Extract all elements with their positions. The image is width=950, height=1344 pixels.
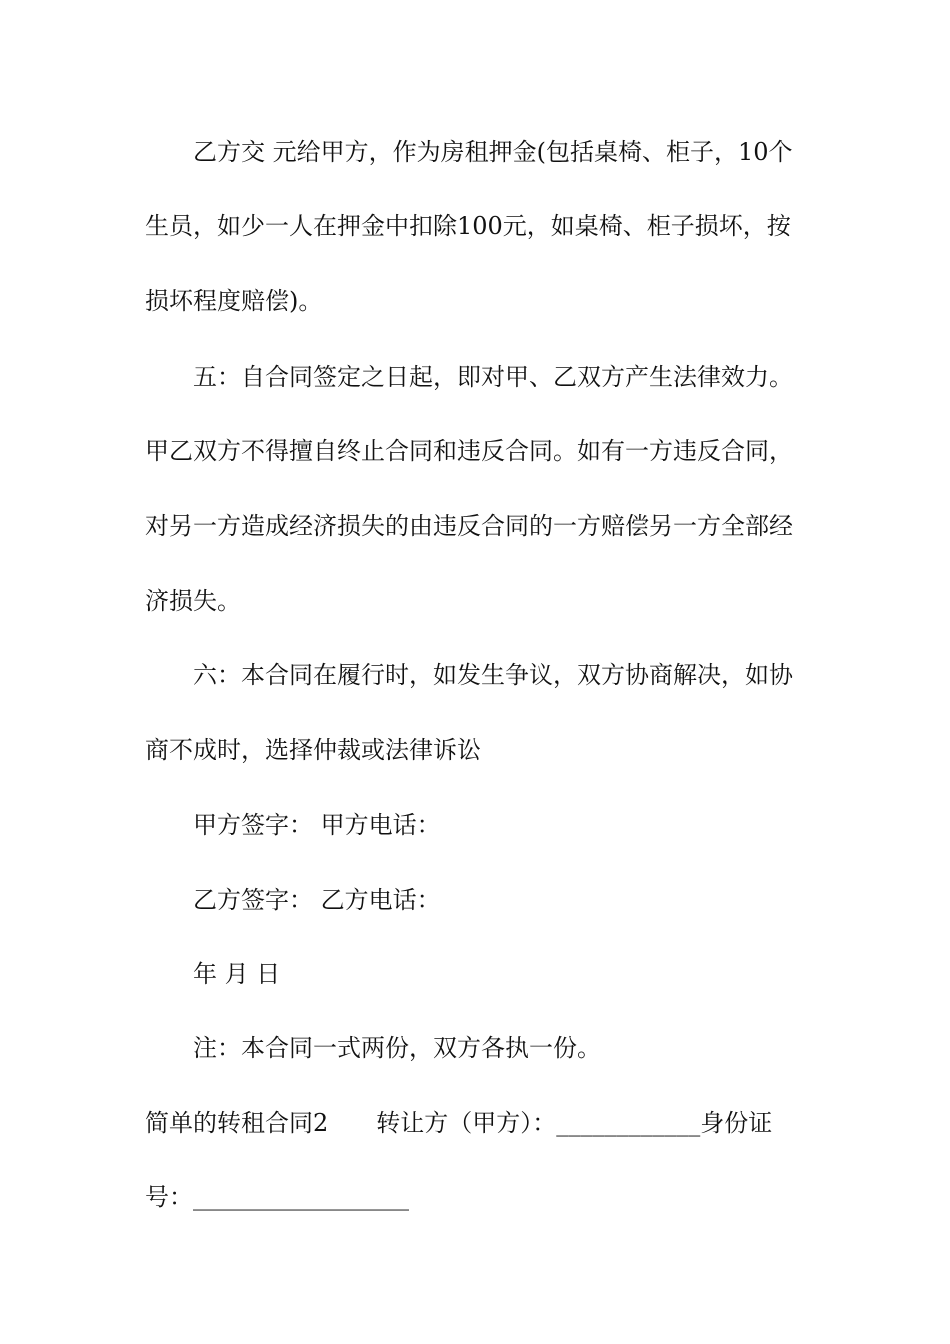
clause-five-line-3: 对另一方造成经济损失的由违反合同的一方赔偿另一方全部经 xyxy=(145,512,793,540)
clause-six-line-2: 商不成时，选择仲裁或法律诉讼 xyxy=(145,736,481,764)
clause-five-line-1: 五：自合同签定之日起，即对甲、乙双方产生法律效力。 xyxy=(193,363,793,391)
paragraph-deposit-line-3: 损坏程度赔偿)。 xyxy=(145,287,323,315)
note-line: 注：本合同一式两份，双方各执一份。 xyxy=(193,1034,601,1062)
clause-five-line-2: 甲乙双方不得擅自终止合同和违反合同。如有一方违反合同， xyxy=(145,437,793,465)
contract-title: 简单的转租合同2 xyxy=(145,1109,329,1137)
id-number-label: 号： xyxy=(145,1183,193,1211)
paragraph-deposit-line-1: 乙方交 元给甲方，作为房租押金(包括桌椅、柜子，10个 xyxy=(193,138,793,166)
transferor-label: 转让方（甲方）： xyxy=(376,1109,557,1137)
id-number-blank: __________________ xyxy=(193,1183,409,1211)
id-card-label: 身份证 xyxy=(700,1109,773,1137)
clause-six-line-1: 六：本合同在履行时，如发生争议，双方协商解决，如协 xyxy=(193,661,793,689)
transfer-contract-line xyxy=(145,1107,825,1139)
clause-five-line-4: 济损失。 xyxy=(145,587,241,615)
party-a-signature-line: 甲方签字： 甲方电话： xyxy=(193,811,441,839)
party-b-signature-line: 乙方签字： 乙方电话： xyxy=(193,886,441,914)
id-number-line xyxy=(145,1181,825,1213)
transferor-blank: ____________ xyxy=(556,1109,701,1137)
paragraph-deposit-line-2: 生员，如少一人在押金中扣除100元，如桌椅、柜子损坏，按 xyxy=(145,212,791,240)
date-line: 年 月 日 xyxy=(193,960,281,988)
